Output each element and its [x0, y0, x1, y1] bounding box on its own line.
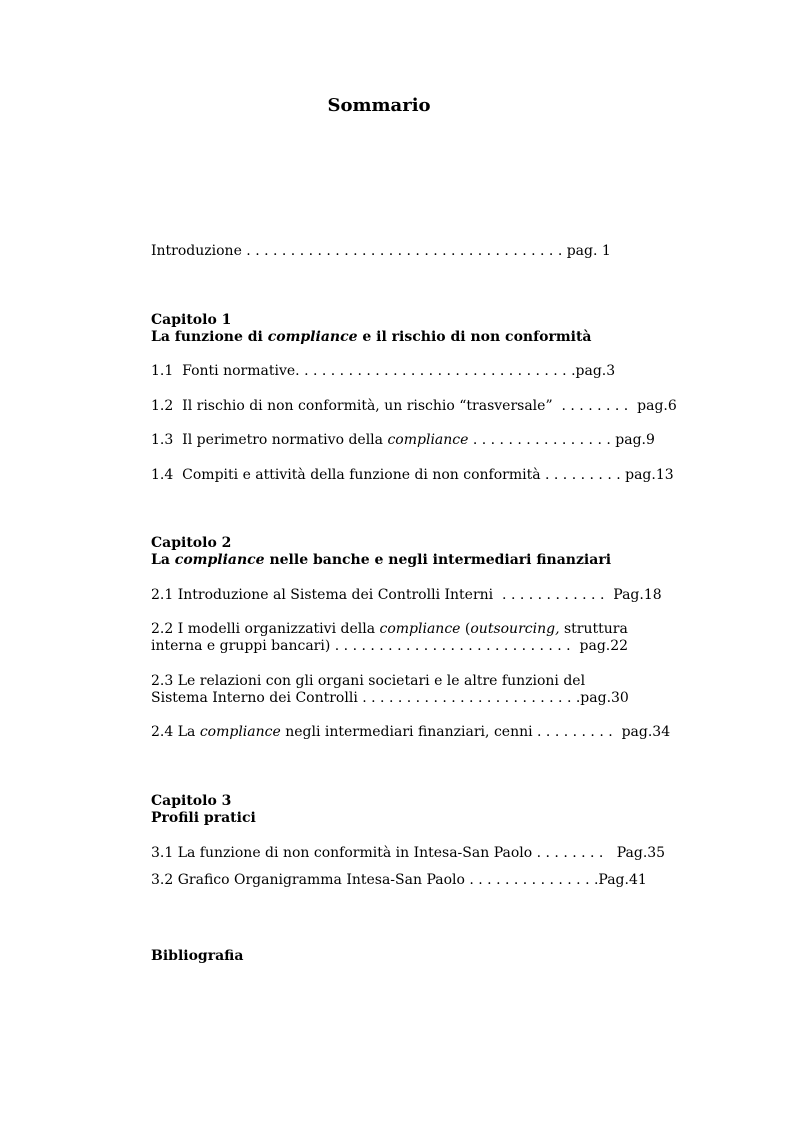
toc-entry-2-2-part: ( [460, 621, 471, 637]
toc-entry-2-2-part: 2.2 I modelli organizzativi della [151, 621, 380, 637]
toc-entry-3-2: 3.2 Grafico Organigramma Intesa-San Paolo . . . . . . . . . . . . . . .Pag.41 [151, 872, 647, 888]
chapter-2-subtitle-italic: compliance [174, 552, 265, 568]
toc-entry-3-1: 3.1 La funzione di non conformità in Intesa-San Paolo . . . . . . . . Pag.35 [151, 845, 666, 861]
chapter-2-subtitle [151, 552, 611, 569]
chapter-2-subtitle-part: La [151, 552, 175, 568]
toc-entry-1-4: 1.4 Compiti e attività della funzione di non conformità . . . . . . . . . pag.13 [151, 467, 674, 483]
toc-entry-2-2-line2: interna e gruppi bancari) . . . . . . . . . . . . . . . . . . . . . . . . . . . pag.22 [151, 638, 629, 654]
toc-entry-2-2-italic: compliance [379, 621, 461, 637]
toc-entry-1-2: 1.2 Il rischio di non conformità, un rischio “trasversale” . . . . . . . . pag.6 [151, 398, 677, 414]
toc-entry-1-1: 1.1 Fonti normative. . . . . . . . . . . . . . . . . . . . . . . . . . . . . . . .pag.3 [151, 363, 616, 379]
chapter-1-subtitle [151, 329, 592, 346]
chapter-1-subtitle-italic: compliance [267, 329, 358, 345]
toc-entry-2-4 [151, 724, 670, 741]
chapter-3-subtitle: Profili pratici [151, 810, 256, 826]
toc-entry-2-3-line2: Sistema Interno dei Controlli . . . . . . . . . . . . . . . . . . . . . . . . .pag.30 [151, 690, 629, 706]
toc-entry-2-4-part: negli intermediari finanziari, cenni . . . . . . . . . pag.34 [280, 724, 671, 740]
chapter-2-subtitle-part: nelle banche e negli intermediari finanziari [264, 552, 612, 568]
page-title: Sommario [327, 95, 431, 116]
toc-entry-2-2-part: struttura [559, 621, 628, 637]
toc-entry-2-2-italic: outsourcing, [470, 621, 560, 637]
toc-entry-introduction: Introduzione . . . . . . . . . . . . . . . . . . . . . . . . . . . . . . . . . . . . pag. 1 [151, 243, 611, 259]
toc-entry-2-3: 2.3 Le relazioni con gli organi societari e le altre funzioni del [151, 673, 586, 689]
toc-entry-2-4-italic: compliance [199, 724, 281, 740]
toc-entry-2-2 [151, 621, 628, 638]
chapter-1-heading: Capitolo 1 [151, 312, 232, 328]
chapter-1-subtitle-part: La funzione di [151, 329, 268, 345]
toc-entry-2-1: 2.1 Introduzione al Sistema dei Controlli Interni . . . . . . . . . . . . Pag.18 [151, 587, 662, 603]
toc-entry-1-3-part: . . . . . . . . . . . . . . . . pag.9 [468, 432, 655, 448]
toc-entry-1-3-italic: compliance [387, 432, 469, 448]
toc-entry-2-4-part: 2.4 La [151, 724, 200, 740]
chapter-3-heading: Capitolo 3 [151, 793, 232, 809]
chapter-2-heading: Capitolo 2 [151, 535, 232, 551]
chapter-1-subtitle-part: e il rischio di non conformità [357, 329, 592, 345]
bibliography-heading: Bibliografia [151, 948, 244, 964]
toc-entry-1-3 [151, 432, 655, 449]
toc-entry-1-3-part: 1.3 Il perimetro normativo della [151, 432, 388, 448]
